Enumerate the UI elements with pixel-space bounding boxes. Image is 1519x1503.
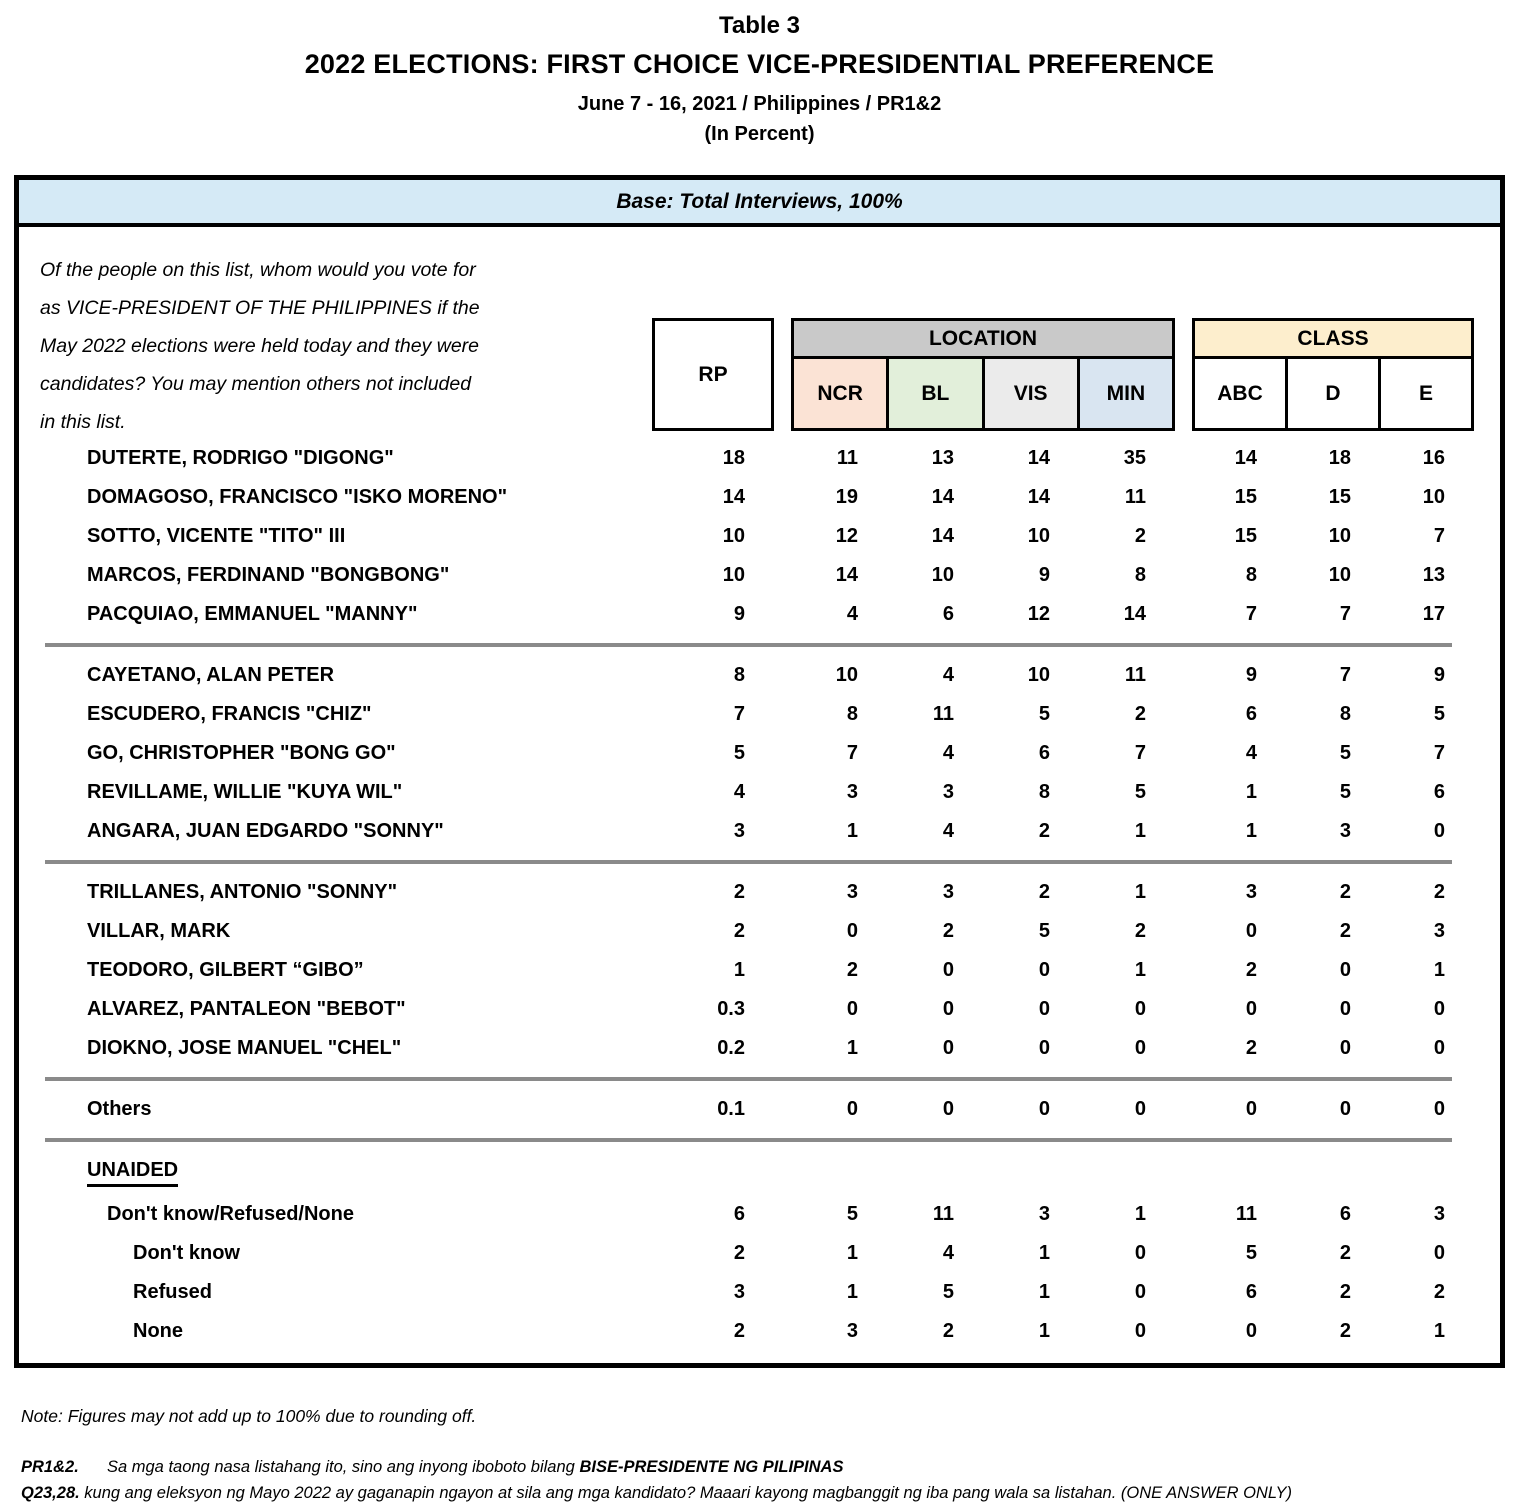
value-cell: 2 bbox=[733, 1242, 745, 1264]
row-label: Others bbox=[87, 1098, 152, 1120]
value-cell: 6 bbox=[1038, 742, 1050, 764]
question-line: candidates? You may mention others not included bbox=[40, 373, 472, 395]
class-group bbox=[1192, 318, 1474, 431]
value-cell: 2 bbox=[1038, 820, 1050, 842]
table-content bbox=[19, 227, 1500, 1363]
row-label: ANGARA, JUAN EDGARDO "SONNY" bbox=[87, 820, 444, 842]
value-cell: 2 bbox=[1339, 920, 1351, 942]
column-header-min: MIN bbox=[1077, 359, 1172, 428]
value-cell: 8 bbox=[1245, 564, 1257, 586]
row-label: PACQUIAO, EMMANUEL "MANNY" bbox=[87, 603, 418, 625]
value-cell: 14 bbox=[1027, 486, 1050, 508]
value-cell: 10 bbox=[1328, 564, 1351, 586]
column-header-bl: BL bbox=[886, 359, 981, 428]
value-cell: 0 bbox=[1339, 959, 1351, 981]
value-cell: 1 bbox=[846, 1281, 858, 1303]
value-cell: 6 bbox=[1245, 703, 1257, 725]
separator-line bbox=[45, 643, 1452, 647]
table-row bbox=[19, 951, 1500, 990]
table-row bbox=[19, 695, 1500, 734]
report-header bbox=[0, 0, 1519, 146]
value-cell: 0 bbox=[846, 920, 858, 942]
unaided-heading-text: UNAIDED bbox=[87, 1159, 178, 1187]
separator-line bbox=[45, 1138, 1452, 1142]
value-cell: 5 bbox=[1134, 781, 1146, 803]
value-cell: 0 bbox=[1134, 1037, 1146, 1059]
value-cell: 14 bbox=[931, 486, 954, 508]
row-label: DUTERTE, RODRIGO "DIGONG" bbox=[87, 447, 394, 469]
class-subheaders bbox=[1195, 359, 1471, 428]
value-cell: 2 bbox=[1433, 1281, 1445, 1303]
value-cell: 3 bbox=[942, 781, 954, 803]
value-cell: 7 bbox=[1245, 603, 1257, 625]
value-cell: 5 bbox=[1245, 1242, 1257, 1264]
value-cell: 2 bbox=[942, 920, 954, 942]
value-cell: 13 bbox=[1422, 564, 1445, 586]
rounding-note: Note: Figures may not add up to 100% due to rounding off. bbox=[21, 1406, 477, 1426]
value-cell: 9 bbox=[1038, 564, 1050, 586]
value-cell: 5 bbox=[846, 1203, 858, 1225]
value-cell: 1 bbox=[1134, 1203, 1146, 1225]
question-line: as VICE-PRESIDENT OF THE PHILIPPINES if the bbox=[40, 297, 480, 319]
column-header-d: D bbox=[1285, 359, 1378, 428]
value-cell: 7 bbox=[846, 742, 858, 764]
value-cell: 11 bbox=[836, 447, 858, 469]
value-cell: 2 bbox=[733, 920, 745, 942]
value-cell: 9 bbox=[1433, 664, 1445, 686]
value-cell: 19 bbox=[835, 486, 858, 508]
value-cell: 0.1 bbox=[717, 1098, 745, 1120]
value-cell: 12 bbox=[1027, 603, 1050, 625]
value-cell: 5 bbox=[1339, 781, 1351, 803]
value-cell: 5 bbox=[1038, 920, 1050, 942]
row-label: CAYETANO, ALAN PETER bbox=[87, 664, 335, 686]
row-label: ESCUDERO, FRANCIS "CHIZ" bbox=[87, 703, 372, 725]
value-cell: 7 bbox=[1433, 525, 1445, 547]
value-cell: 13 bbox=[931, 447, 954, 469]
value-cell: 0 bbox=[1433, 998, 1445, 1020]
table-row bbox=[19, 1273, 1500, 1312]
table-row bbox=[19, 517, 1500, 556]
value-cell: 2 bbox=[1339, 881, 1351, 903]
table-row bbox=[19, 1234, 1500, 1273]
value-cell: 3 bbox=[1433, 920, 1445, 942]
separator-line bbox=[45, 860, 1452, 864]
value-cell: 1 bbox=[1433, 959, 1445, 981]
value-cell: 4 bbox=[942, 1242, 954, 1264]
value-cell: 3 bbox=[1433, 1203, 1445, 1225]
value-cell: 9 bbox=[733, 603, 745, 625]
value-cell: 0 bbox=[1339, 1037, 1351, 1059]
value-cell: 7 bbox=[1339, 603, 1351, 625]
row-label: Don't know bbox=[133, 1242, 240, 1264]
value-cell: 1 bbox=[733, 959, 745, 981]
value-cell: 14 bbox=[722, 486, 745, 508]
value-cell: 11 bbox=[1124, 664, 1146, 686]
value-cell: 14 bbox=[931, 525, 954, 547]
row-label: MARCOS, FERDINAND "BONGBONG" bbox=[87, 564, 450, 586]
question-line: Of the people on this list, whom would you vote for bbox=[40, 259, 476, 281]
value-cell: 11 bbox=[932, 1203, 954, 1225]
value-cell: 1 bbox=[1245, 781, 1257, 803]
table-row bbox=[19, 1029, 1500, 1068]
value-cell: 6 bbox=[1433, 781, 1445, 803]
value-cell: 0 bbox=[1038, 1037, 1050, 1059]
value-cell: 18 bbox=[722, 447, 745, 469]
value-cell: 12 bbox=[835, 525, 858, 547]
value-cell: 0 bbox=[1134, 1098, 1146, 1120]
value-cell: 2 bbox=[1134, 703, 1146, 725]
value-cell: 11 bbox=[1235, 1203, 1257, 1225]
value-cell: 0 bbox=[1245, 1098, 1257, 1120]
column-header-ncr: NCR bbox=[794, 359, 886, 428]
pr-label: PR1&2. bbox=[21, 1458, 79, 1476]
value-cell: 2 bbox=[1134, 920, 1146, 942]
table-row bbox=[19, 873, 1500, 912]
column-header-vis: VIS bbox=[982, 359, 1077, 428]
value-cell: 4 bbox=[1245, 742, 1257, 764]
row-label: ALVAREZ, PANTALEON "BEBOT" bbox=[87, 998, 406, 1020]
unaided-heading bbox=[19, 1151, 1500, 1195]
value-cell: 6 bbox=[733, 1203, 745, 1225]
base-bar: Base: Total Interviews, 100% bbox=[19, 180, 1500, 227]
value-cell: 3 bbox=[1038, 1203, 1050, 1225]
table-row bbox=[19, 478, 1500, 517]
row-label: DIOKNO, JOSE MANUEL "CHEL" bbox=[87, 1037, 402, 1059]
value-cell: 3 bbox=[733, 1281, 745, 1303]
value-cell: 8 bbox=[1038, 781, 1050, 803]
row-label: Refused bbox=[133, 1281, 212, 1303]
value-cell: 4 bbox=[942, 742, 954, 764]
column-header-rp: RP bbox=[652, 318, 774, 431]
value-cell: 0 bbox=[1038, 959, 1050, 981]
separator-line bbox=[45, 1077, 1452, 1081]
table-row bbox=[19, 595, 1500, 634]
table-row bbox=[19, 556, 1500, 595]
table-row bbox=[19, 734, 1500, 773]
value-cell: 2 bbox=[1339, 1281, 1351, 1303]
value-cell: 0 bbox=[942, 1098, 954, 1120]
value-cell: 17 bbox=[1422, 603, 1445, 625]
value-cell: 3 bbox=[846, 881, 858, 903]
value-cell: 6 bbox=[1245, 1281, 1257, 1303]
value-cell: 5 bbox=[942, 1281, 954, 1303]
value-cell: 3 bbox=[1245, 881, 1257, 903]
table-number: Table 3 bbox=[719, 12, 800, 39]
value-cell: 10 bbox=[1422, 486, 1445, 508]
value-cell: 3 bbox=[1339, 820, 1351, 842]
value-cell: 18 bbox=[1328, 447, 1351, 469]
q-text: kung ang eleksyon ng Mayo 2022 ay gaganapin ngayon at sila ang mga kandidato? Maaari kayong magbanggit ng iba pang wala sa listahan. (ONE ANSWER ONLY) bbox=[79, 1484, 1293, 1502]
value-cell: 3 bbox=[733, 820, 745, 842]
value-cell: 0 bbox=[1134, 998, 1146, 1020]
value-cell: 0 bbox=[1038, 1098, 1050, 1120]
value-cell: 2 bbox=[1134, 525, 1146, 547]
table-rows bbox=[19, 439, 1500, 1351]
value-cell: 0 bbox=[1245, 998, 1257, 1020]
value-cell: 11 bbox=[932, 703, 954, 725]
value-cell: 2 bbox=[1339, 1320, 1351, 1342]
value-cell: 1 bbox=[846, 820, 858, 842]
value-cell: 8 bbox=[1134, 564, 1146, 586]
value-cell: 35 bbox=[1123, 447, 1146, 469]
value-cell: 10 bbox=[835, 664, 858, 686]
value-cell: 2 bbox=[846, 959, 858, 981]
table-row bbox=[19, 990, 1500, 1029]
value-cell: 15 bbox=[1328, 486, 1351, 508]
value-cell: 0 bbox=[1433, 820, 1445, 842]
value-cell: 0 bbox=[942, 1037, 954, 1059]
page-title: 2022 ELECTIONS: FIRST CHOICE VICE-PRESIDENTIAL PREFERENCE bbox=[304, 49, 1215, 79]
value-cell: 6 bbox=[1339, 1203, 1351, 1225]
value-cell: 1 bbox=[1038, 1242, 1050, 1264]
table-top-area bbox=[19, 227, 1500, 439]
value-cell: 9 bbox=[1245, 664, 1257, 686]
question-line: May 2022 elections were held today and they were bbox=[40, 335, 480, 357]
row-label: None bbox=[133, 1320, 183, 1342]
value-cell: 15 bbox=[1234, 486, 1257, 508]
page-subtitle: June 7 - 16, 2021 / Philippines / PR1&2 bbox=[577, 93, 942, 115]
value-cell: 1 bbox=[1433, 1320, 1445, 1342]
pr-text: Sa mga taong nasa listahang ito, sino ang inyong iboboto bilang bbox=[107, 1458, 580, 1476]
value-cell: 0 bbox=[1038, 998, 1050, 1020]
value-cell: 14 bbox=[1027, 447, 1050, 469]
value-cell: 0 bbox=[1433, 1098, 1445, 1120]
value-cell: 16 bbox=[1422, 447, 1445, 469]
value-cell: 0 bbox=[1339, 1098, 1351, 1120]
table-row bbox=[19, 1195, 1500, 1234]
value-cell: 1 bbox=[846, 1242, 858, 1264]
table-row bbox=[19, 439, 1500, 478]
table-row bbox=[19, 773, 1500, 812]
value-cell: 10 bbox=[1027, 525, 1050, 547]
value-cell: 0 bbox=[1134, 1281, 1146, 1303]
value-cell: 0 bbox=[942, 998, 954, 1020]
column-headers bbox=[19, 318, 1500, 431]
value-cell: 2 bbox=[733, 1320, 745, 1342]
row-label: TRILLANES, ANTONIO "SONNY" bbox=[87, 881, 398, 903]
value-cell: 7 bbox=[1134, 742, 1146, 764]
value-cell: 5 bbox=[1433, 703, 1445, 725]
value-cell: 3 bbox=[846, 1320, 858, 1342]
survey-table bbox=[14, 175, 1505, 1368]
column-header-abc: ABC bbox=[1217, 381, 1263, 405]
value-cell: 15 bbox=[1234, 525, 1257, 547]
value-cell: 2 bbox=[733, 881, 745, 903]
value-cell: 10 bbox=[931, 564, 954, 586]
value-cell: 1 bbox=[1038, 1320, 1050, 1342]
value-cell: 10 bbox=[722, 564, 745, 586]
row-label: DOMAGOSO, FRANCISCO "ISKO MORENO" bbox=[87, 486, 508, 508]
value-cell: 4 bbox=[733, 781, 745, 803]
value-cell: 0 bbox=[1134, 1320, 1146, 1342]
value-cell: 0 bbox=[1433, 1037, 1445, 1059]
value-cell: 5 bbox=[733, 742, 745, 764]
value-cell: 3 bbox=[942, 881, 954, 903]
class-group-label: CLASS bbox=[1195, 321, 1471, 359]
value-cell: 8 bbox=[733, 664, 745, 686]
table-row bbox=[19, 1312, 1500, 1351]
column-header-e: E bbox=[1378, 359, 1471, 428]
unit-label: (In Percent) bbox=[704, 123, 815, 145]
value-cell: 14 bbox=[835, 564, 858, 586]
table-row bbox=[19, 812, 1500, 851]
value-cell: 2 bbox=[1245, 959, 1257, 981]
value-cell: 7 bbox=[1339, 664, 1351, 686]
location-group-label: LOCATION bbox=[794, 321, 1172, 359]
value-cell: 2 bbox=[1245, 1037, 1257, 1059]
value-cell: 0 bbox=[846, 998, 858, 1020]
row-label: VILLAR, MARK bbox=[87, 920, 231, 942]
value-cell: 2 bbox=[1038, 881, 1050, 903]
q-label: Q23,28. bbox=[21, 1484, 80, 1502]
value-cell: 14 bbox=[1123, 603, 1146, 625]
row-label: TEODORO, GILBERT “GIBO” bbox=[87, 959, 364, 981]
row-label: GO, CHRISTOPHER "BONG GO" bbox=[87, 742, 396, 764]
location-subheaders bbox=[794, 359, 1172, 428]
value-cell: 10 bbox=[1328, 525, 1351, 547]
value-cell: 7 bbox=[733, 703, 745, 725]
location-group bbox=[791, 318, 1175, 431]
value-cell: 1 bbox=[1245, 820, 1257, 842]
value-cell: 1 bbox=[1134, 820, 1146, 842]
value-cell: 3 bbox=[846, 781, 858, 803]
value-cell: 2 bbox=[942, 1320, 954, 1342]
table-row bbox=[19, 656, 1500, 695]
value-cell: 0 bbox=[1134, 1242, 1146, 1264]
value-cell: 14 bbox=[1234, 447, 1257, 469]
question-ref-pr bbox=[21, 1458, 1519, 1477]
footnotes bbox=[21, 1406, 1519, 1503]
value-cell: 4 bbox=[942, 664, 954, 686]
value-cell: 4 bbox=[942, 820, 954, 842]
value-cell: 0 bbox=[942, 959, 954, 981]
value-cell: 0 bbox=[1245, 1320, 1257, 1342]
value-cell: 0.3 bbox=[717, 998, 745, 1020]
value-cell: 1 bbox=[1134, 881, 1146, 903]
pr-bold-text: BISE-PRESIDENTE NG PILIPINAS bbox=[579, 1458, 844, 1476]
value-cell: 5 bbox=[1339, 742, 1351, 764]
value-cell: 10 bbox=[1027, 664, 1050, 686]
question-ref-q bbox=[21, 1484, 1519, 1503]
value-cell: 10 bbox=[722, 525, 745, 547]
value-cell: 8 bbox=[846, 703, 858, 725]
value-cell: 0 bbox=[1339, 998, 1351, 1020]
value-cell: 0 bbox=[1433, 1242, 1445, 1264]
value-cell: 2 bbox=[1339, 1242, 1351, 1264]
table-row bbox=[19, 1090, 1500, 1129]
value-cell: 0 bbox=[1245, 920, 1257, 942]
value-cell: 0 bbox=[846, 1098, 858, 1120]
value-cell: 5 bbox=[1038, 703, 1050, 725]
value-cell: 7 bbox=[1433, 742, 1445, 764]
value-cell: 2 bbox=[1433, 881, 1445, 903]
value-cell: 11 bbox=[1124, 486, 1146, 508]
value-cell: 6 bbox=[942, 603, 954, 625]
row-label: Don't know/Refused/None bbox=[107, 1203, 354, 1225]
value-cell: 4 bbox=[846, 603, 858, 625]
value-cell: 0.2 bbox=[717, 1037, 745, 1059]
row-label: SOTTO, VICENTE "TITO" III bbox=[87, 525, 346, 547]
question-line: in this list. bbox=[40, 411, 126, 433]
table-row bbox=[19, 912, 1500, 951]
value-cell: 8 bbox=[1339, 703, 1351, 725]
value-cell: 1 bbox=[846, 1037, 858, 1059]
row-label: REVILLAME, WILLIE "KUYA WIL" bbox=[87, 781, 403, 803]
value-cell: 1 bbox=[1134, 959, 1146, 981]
value-cell: 1 bbox=[1038, 1281, 1050, 1303]
